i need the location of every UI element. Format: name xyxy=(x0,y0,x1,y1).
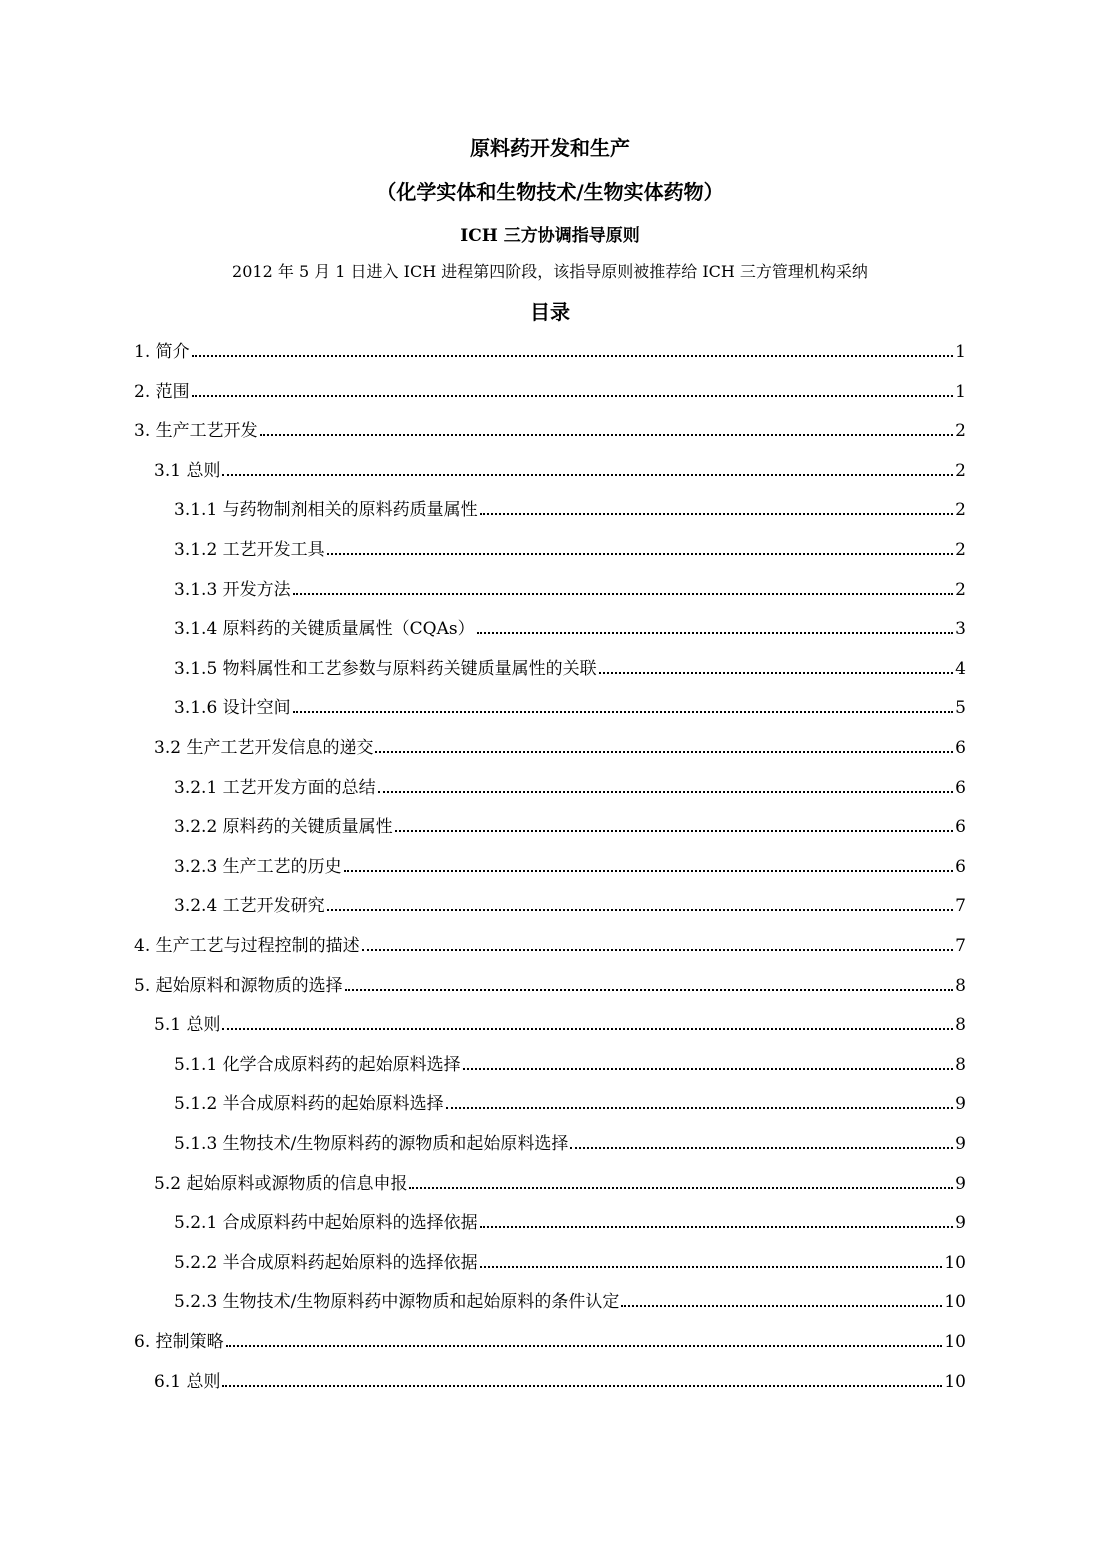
toc-entry-label: 5.1 总则 xyxy=(154,1015,221,1036)
toc-entry[interactable] xyxy=(174,891,966,917)
toc-entry-label: 5. 起始原料和源物质的选择 xyxy=(134,975,343,996)
toc-entry-label: 3. 生产工艺开发 xyxy=(134,421,258,442)
toc-entry-page-number: 1 xyxy=(955,342,966,362)
toc-entry-label: 4. 生产工艺与过程控制的描述 xyxy=(134,936,360,956)
toc-entry-page-number: 6 xyxy=(955,738,966,758)
toc-entry-page-number: 8 xyxy=(955,975,966,996)
toc-leader-dots xyxy=(599,672,954,674)
toc-entry-label: 3.1.1 与药物制剂相关的原料药质量属性 xyxy=(174,500,478,521)
toc-entry[interactable] xyxy=(174,1287,966,1313)
toc-leader-dots xyxy=(375,751,953,753)
toc-entry-label: 5.1.3 生物技术/生物原料药的源物质和起始原料选择 xyxy=(174,1134,569,1154)
toc-entry-label: 6.1 总则 xyxy=(154,1371,221,1392)
stage-note: 2012 年 5 月 1 日进入 ICH 进程第四阶段，该指导原则被推荐给 ICH 三方管理机构采纳 xyxy=(232,262,868,281)
toc-entry[interactable] xyxy=(174,575,966,601)
toc-leader-dots xyxy=(477,632,954,634)
toc-entry-page-number: 6 xyxy=(955,817,966,838)
toc-entry-page-number: 2 xyxy=(955,421,966,442)
toc-leader-dots xyxy=(327,909,954,911)
toc-entry-page-number: 10 xyxy=(944,1371,966,1392)
toc-entry-page-number: 2 xyxy=(955,500,966,521)
toc-entry[interactable] xyxy=(174,614,966,640)
toc-entry-label: 6. 控制策略 xyxy=(134,1332,224,1352)
document-title: 原料药开发和生产 xyxy=(470,136,630,160)
toc-leader-dots xyxy=(480,1226,954,1228)
toc-entry-page-number: 4 xyxy=(955,658,966,679)
toc-entry-page-number: 10 xyxy=(944,1252,966,1273)
toc-entry[interactable] xyxy=(154,733,966,759)
toc-entry[interactable] xyxy=(134,931,966,957)
guideline-label: ICH 三方协调指导原则 xyxy=(460,226,640,246)
document-subtitle: （化学实体和生物技术/生物实体药物） xyxy=(376,180,724,204)
toc-leader-dots xyxy=(293,711,954,713)
toc-leader-dots xyxy=(480,513,954,515)
toc-entry[interactable] xyxy=(174,773,966,799)
toc-entry[interactable] xyxy=(174,495,966,521)
toc-leader-dots xyxy=(463,1068,954,1070)
toc-entry-page-number: 8 xyxy=(955,1054,966,1075)
toc-entry-page-number: 6 xyxy=(955,777,966,798)
toc-entry[interactable] xyxy=(174,812,966,838)
toc-leader-dots xyxy=(446,1107,954,1109)
toc-entry[interactable] xyxy=(154,1169,966,1195)
toc-entry[interactable] xyxy=(174,1248,966,1274)
toc-leader-dots xyxy=(192,395,954,397)
toc-entry[interactable] xyxy=(174,1050,966,1076)
toc-entry-page-number: 2 xyxy=(955,579,966,600)
toc-leader-dots xyxy=(260,434,954,436)
toc-leader-dots xyxy=(378,791,954,793)
toc-entry[interactable] xyxy=(154,1010,966,1036)
toc-entry[interactable] xyxy=(174,1208,966,1234)
toc-leader-dots xyxy=(327,553,954,555)
toc-entry[interactable] xyxy=(134,337,966,363)
toc-entry-label: 3.2.3 生产工艺的历史 xyxy=(174,856,342,877)
toc-entry-page-number: 9 xyxy=(955,1213,966,1234)
toc-entry[interactable] xyxy=(154,1367,966,1393)
toc-leader-dots xyxy=(621,1305,942,1307)
toc-entry[interactable] xyxy=(174,693,966,719)
toc-leader-dots xyxy=(409,1187,953,1189)
toc-entry-label: 3.1.4 原料药的关键质量属性（CQAs） xyxy=(174,619,475,640)
toc-leader-dots xyxy=(293,593,954,595)
toc-entry-page-number: 3 xyxy=(955,619,966,640)
toc-entry-label: 3.2.2 原料药的关键质量属性 xyxy=(174,817,393,838)
toc-entry[interactable] xyxy=(134,1327,966,1353)
toc-entry-page-number: 10 xyxy=(944,1332,966,1352)
toc-entry-label: 3.2 生产工艺开发信息的递交 xyxy=(154,738,374,758)
toc-leader-dots xyxy=(362,949,954,951)
toc-entry-label: 5.1.2 半合成原料药的起始原料选择 xyxy=(174,1094,444,1115)
toc-entry-label: 5.2.2 半合成原料药起始原料的选择依据 xyxy=(174,1252,478,1273)
toc-entry-page-number: 10 xyxy=(944,1292,966,1313)
toc-entry[interactable] xyxy=(174,535,966,561)
toc-heading: 目录 xyxy=(530,300,570,324)
toc-leader-dots xyxy=(222,1385,942,1387)
toc-entry-page-number: 9 xyxy=(955,1173,966,1194)
toc-entry-label: 2. 范围 xyxy=(134,381,190,402)
toc-entry-page-number: 6 xyxy=(955,856,966,877)
toc-entry[interactable] xyxy=(174,852,966,878)
toc-leader-dots xyxy=(226,1345,943,1347)
toc-leader-dots xyxy=(192,355,954,357)
toc-entry-label: 5.1.1 化学合成原料药的起始原料选择 xyxy=(174,1054,461,1075)
toc-entry-label: 3.2.4 工艺开发研究 xyxy=(174,896,325,917)
toc-entry-label: 5.2 起始原料或源物质的信息申报 xyxy=(154,1173,408,1194)
toc-entry-page-number: 1 xyxy=(955,381,966,402)
toc-leader-dots xyxy=(344,870,954,872)
toc-entry-page-number: 9 xyxy=(955,1134,966,1154)
toc-leader-dots xyxy=(345,989,954,991)
toc-entry[interactable] xyxy=(134,416,966,442)
toc-entry-label: 3.1 总则 xyxy=(154,460,221,481)
toc-entry[interactable] xyxy=(174,1089,966,1115)
toc-entry-page-number: 7 xyxy=(955,936,966,956)
toc-entry-label: 3.1.3 开发方法 xyxy=(174,579,291,600)
toc-entry-label: 5.2.3 生物技术/生物原料药中源物质和起始原料的条件认定 xyxy=(174,1292,620,1313)
toc-entry-page-number: 5 xyxy=(955,698,966,719)
toc-entry-label: 3.1.6 设计空间 xyxy=(174,698,291,719)
toc-leader-dots xyxy=(480,1266,943,1268)
toc-entry-label: 3.1.2 工艺开发工具 xyxy=(174,540,325,560)
toc-leader-dots xyxy=(395,830,954,832)
toc-leader-dots xyxy=(222,1028,953,1030)
toc-entry[interactable] xyxy=(174,654,966,680)
toc-entry-page-number: 7 xyxy=(955,896,966,917)
toc-entry-page-number: 2 xyxy=(955,540,966,560)
toc-entry-page-number: 2 xyxy=(955,460,966,481)
toc-entry[interactable] xyxy=(134,377,966,403)
toc-entry-label: 1. 简介 xyxy=(134,342,190,362)
toc-entry[interactable] xyxy=(134,971,966,997)
toc-entry-page-number: 8 xyxy=(955,1015,966,1036)
toc-leader-dots xyxy=(222,474,953,476)
toc-leader-dots xyxy=(570,1147,953,1149)
toc-entry-label: 3.2.1 工艺开发方面的总结 xyxy=(174,777,376,798)
toc-entry[interactable] xyxy=(174,1129,966,1155)
toc-entry-label: 5.2.1 合成原料药中起始原料的选择依据 xyxy=(174,1213,478,1234)
toc-entry-page-number: 9 xyxy=(955,1094,966,1115)
toc-entry[interactable] xyxy=(154,456,966,482)
toc-entry-label: 3.1.5 物料属性和工艺参数与原料药关键质量属性的关联 xyxy=(174,658,597,679)
